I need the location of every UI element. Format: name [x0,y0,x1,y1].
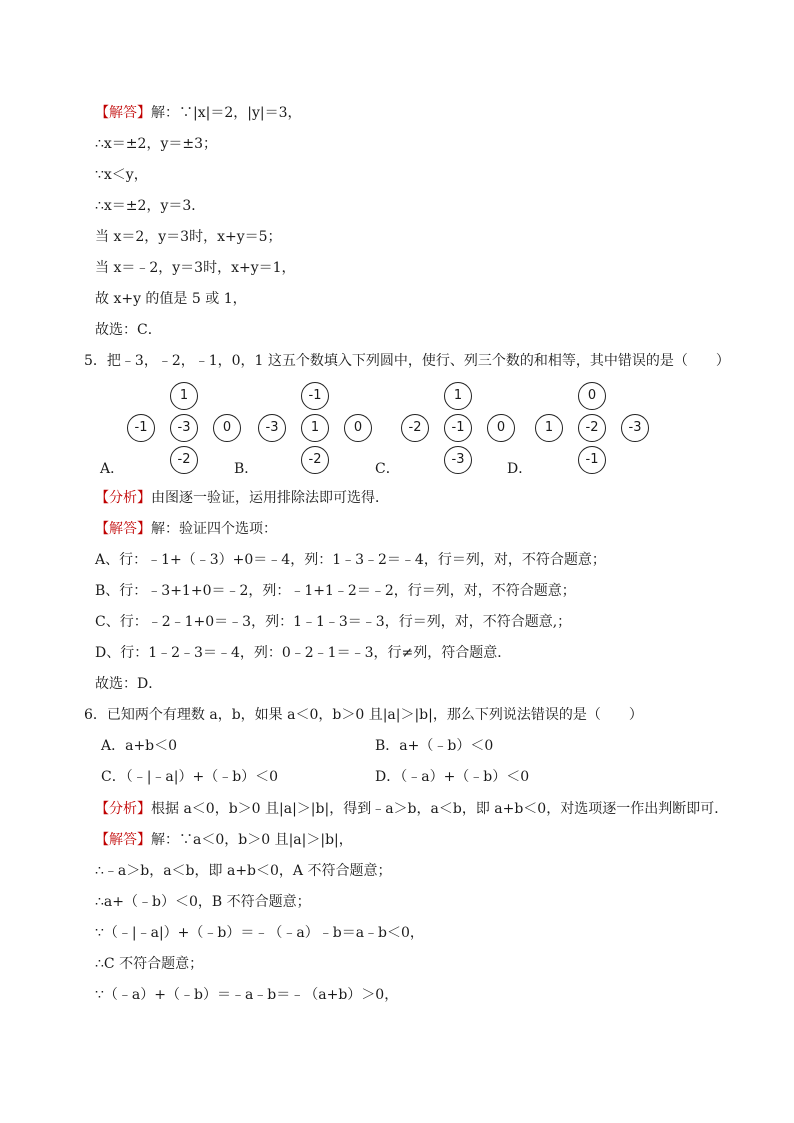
question5-solution-line-2: A、行：﹣1+（﹣3）+0＝﹣4，列：1﹣3﹣2＝﹣4，行＝列，对，不符合题意； [95,552,606,568]
circle-figure-c [401,380,513,472]
analysis-tag: 【分析】 [95,801,151,817]
circle-bottom: -3 [444,446,472,474]
solution4-line-7: 故 x+y 的值是 5 或 1， [95,291,247,307]
circle-right: 0 [344,414,372,442]
circle-top: 1 [170,382,198,410]
question6-solution-line-3: ∴a+（﹣b）＜0，B 不符合题意； [95,894,311,910]
circle-center: -1 [444,414,472,442]
solution-tag: 【解答】 [95,832,151,848]
circle-top: 1 [444,382,472,410]
question6-analysis: 【分析】根据 a＜0，b＞0 且|a|＞|b|，得到﹣a＞b，a＜b，即 a+b＜0，对选项逐一作出判断即可． [95,801,729,817]
circle-top: -1 [301,382,329,410]
circle-right: 0 [487,414,515,442]
option-d-label: D． [507,461,533,477]
circle-right: -3 [621,414,649,442]
solution-tag: 【解答】 [95,521,151,537]
solution4-line-5: 当 x＝2，y＝3时，x+y＝5； [95,229,282,245]
circle-bottom: -2 [301,446,329,474]
option-a-label: A． [100,461,125,477]
circle-right: 0 [213,414,241,442]
option-b-label: B． [234,461,259,477]
question5-solution-line-5: D、行：1﹣2﹣3＝﹣4，列：0﹣2﹣1＝﹣3，行≠列，符合题意． [95,645,512,661]
solution4-line-1: 【解答】解：∵|x|＝2，|y|＝3， [95,105,302,121]
circle-bottom: -1 [578,446,606,474]
question6-solution-line-1: 【解答】解：∵a＜0，b＞0 且|a|＞|b|， [95,832,353,848]
question6-solution-line-2: ∴﹣a＞b，a＜b，即 a+b＜0，A 不符合题意； [95,863,392,879]
solution4-line-8: 故选：C． [95,322,162,338]
question6-solution-line-4: ∵（﹣|﹣a|）+（﹣b）＝﹣（﹣a）﹣b＝a﹣b＜0， [95,925,424,941]
circle-center: -2 [578,414,606,442]
circle-center: 1 [301,414,329,442]
circle-left: 1 [535,414,563,442]
question6-solution-line-5: ∴C 不符合题意； [95,956,204,972]
question6-option-d: D．（﹣a）+（﹣b）＜0 [375,769,530,785]
question6-stem: 6．已知两个有理数 a，b，如果 a＜0，b＞0 且|a|＞|b|，那么下列说法错误的是（ ） [84,707,643,723]
circle-left: -1 [127,414,155,442]
question5-solution-line-4: C、行：﹣2﹣1+0＝﹣3，列：1﹣1﹣3＝﹣3，行＝列，对，不符合题意,； [95,614,572,630]
analysis-tag: 【分析】 [95,490,151,506]
question5-solution-line-6: 故选：D． [95,676,163,692]
solution-tag: 【解答】 [95,105,151,121]
solution4-line-2: ∴x＝±2，y＝±3； [95,136,217,152]
question5-solution-line-3: B、行：﹣3+1+0＝﹣2，列：﹣1+1﹣2＝﹣2，行＝列，对，不符合题意； [95,583,576,599]
circle-figure-b [258,380,370,472]
question5-solution-line-1: 【解答】解：验证四个选项： [95,521,277,537]
circle-left: -3 [258,414,286,442]
circle-figure-a [127,380,239,472]
circle-center: -3 [170,414,198,442]
question5-analysis: 【分析】由图逐一验证，运用排除法即可选得． [95,490,389,506]
circle-bottom: -2 [170,446,198,474]
solution4-line-6: 当 x＝﹣2，y＝3时，x+y＝1， [95,260,296,276]
question5-stem: 5．把﹣3，﹣2，﹣1，0，1 这五个数填入下列圆中，使行、列三个数的和相等，其中错误的是（ ） [84,353,730,369]
circle-left: -2 [401,414,429,442]
circle-figure-d [535,380,647,472]
option-c-label: C． [375,461,400,477]
question6-solution-line-6: ∵（﹣a）+（﹣b）＝﹣a﹣b＝﹣（a+b）＞0， [95,987,399,1003]
question6-option-c: C．（﹣|﹣a|）+（﹣b）＜0 [101,769,279,785]
circle-top: 0 [578,382,606,410]
question6-option-b: B．a+（﹣b）＜0 [375,738,494,754]
solution4-line-4: ∴x＝±2，y＝3． [95,198,206,214]
solution4-line-3: ∵x＜y， [95,167,148,183]
question6-option-a: A．a+b＜0 [101,738,178,754]
